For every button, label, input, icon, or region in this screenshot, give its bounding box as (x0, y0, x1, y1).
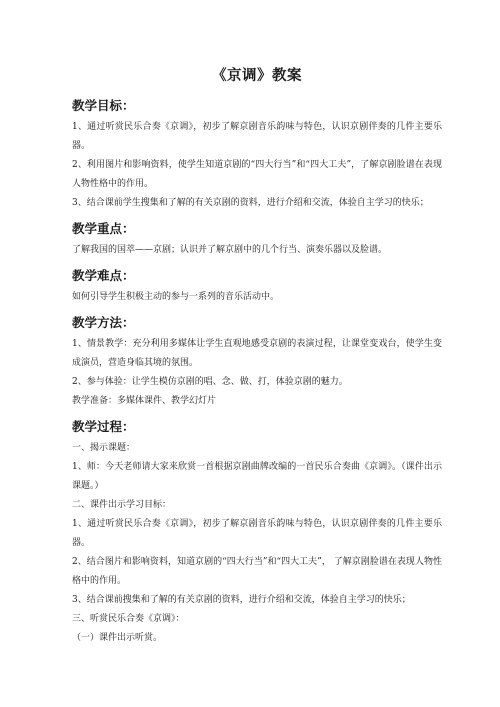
paragraph: 2、参与体验：让学生模仿京剧的唱、念、做、打，体验京剧的魅力。 (72, 377, 348, 387)
paragraph: 如何引导学生积极主动的参与一系列的音乐活动中。 (72, 292, 280, 302)
paragraph: 1、通过听赏民乐合奏《京调》，初步了解京剧音乐韵味与特色，认识京剧伴奏的几件主要乐器。 (72, 519, 442, 548)
paragraph: 了解我国的国萃——京剧；认识并了解京剧中的几个行当、演奏乐器以及脸谱。 (72, 245, 388, 255)
paragraph: 2、利用图片和影响资料，使学生知道京剧的“四大行当”和“四大工夫”，了解京剧脸谱在表现人物性格中的作用。 (72, 160, 442, 189)
section-heading: 教学过程： (72, 419, 135, 434)
paragraph: （一）课件出示听赏。 (72, 633, 163, 643)
paragraph: 二、课件出示学习目标： (72, 500, 172, 510)
paragraph: 教学准备：多媒体课件、教学幻灯片 (72, 396, 217, 406)
document-title: 《京调》教案 (212, 68, 302, 84)
section-objectives (72, 98, 442, 213)
section-heading: 教学方法： (72, 315, 135, 330)
paragraph: 1、师：今天老师请大家来欣赏一首根据京剧曲牌改编的一首民乐合奏曲《京调》。（课件出示课题。） (72, 462, 442, 491)
paragraph: 三、听赏民乐合奏《京调》： (72, 614, 185, 624)
paragraph: 1、通过听赏民乐合奏《京调》，初步了解京剧音乐韵味与特色，认识京剧伴奏的几件主要乐器。 (72, 122, 442, 151)
section-process (72, 419, 442, 648)
paragraph: 1、情景教学：充分利用多媒体让学生直观地感受京剧的表演过程，让课堂变戏台，使学生变成演员，营造身临其境的氛围。 (72, 339, 442, 368)
section-heading: 教学重点： (72, 221, 135, 236)
section-heading: 教学目标： (72, 98, 135, 113)
document-page (72, 64, 442, 648)
paragraph: 3、结合课前学生搜集和了解的有关京剧的资料，进行介绍和交流，体验自主学习的快乐； (72, 198, 429, 208)
paragraph: 一、揭示课题： (72, 443, 136, 453)
section-difficulties (72, 268, 442, 307)
section-key-points (72, 221, 442, 260)
paragraph: 3、结合课前搜集和了解的有关京剧的资料，进行介绍和交流，体验自主学习的快乐； (72, 595, 411, 605)
section-heading: 教学难点： (72, 268, 135, 283)
paragraph: 2、结合图片和影响资料，知道京剧的“四大行当”和“四大工夫”， 了解京剧脸谱在表现人物性格中的作用。 (72, 557, 442, 586)
section-methods (72, 315, 442, 411)
